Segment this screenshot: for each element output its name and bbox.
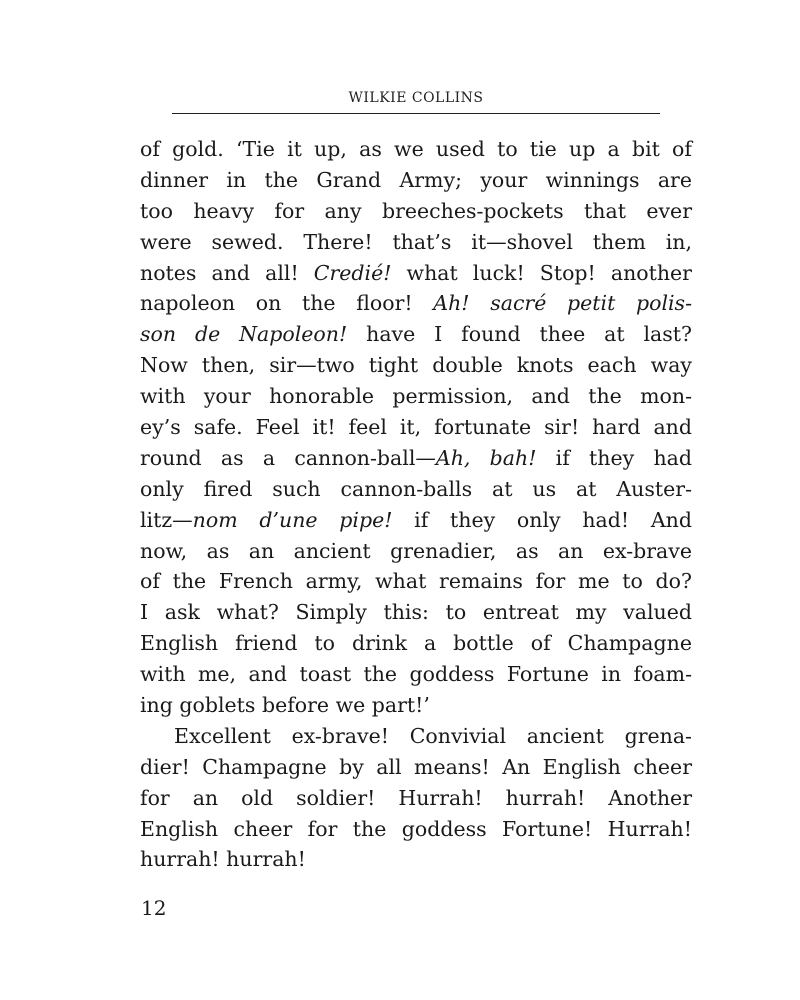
text-run: litz—: [140, 507, 193, 532]
italic-phrase: Ah! sacré petit polis-: [433, 291, 692, 316]
text-line: [140, 752, 692, 783]
text-run: for an old soldier! Hurrah! hurrah! Another: [140, 785, 692, 810]
text-line: [140, 721, 692, 752]
italic-phrase: Ah, bah!: [435, 445, 537, 470]
text-line: [140, 443, 692, 474]
text-line: [140, 628, 692, 659]
page-number: 12: [141, 896, 167, 920]
text-line: [140, 134, 692, 165]
text-line: [140, 597, 692, 628]
text-run: notes and all!: [140, 260, 314, 285]
text-line: [140, 844, 692, 875]
text-run: of the French army, what remains for me to do?: [140, 569, 692, 594]
text-line: [140, 350, 692, 381]
text-run: only fired such cannon-balls at us at Auster-: [140, 476, 692, 501]
text-line: [140, 536, 692, 567]
text-run: hurrah! hurrah!: [140, 847, 306, 872]
text-line: [140, 258, 692, 289]
text-run: too heavy for any breeches-pockets that ever: [140, 198, 692, 223]
text-run: have I found thee at last?: [347, 322, 692, 347]
text-line: [140, 505, 692, 536]
text-run: Now then, sir—two tight double knots each way: [140, 353, 692, 378]
text-line: [140, 196, 692, 227]
text-line: [140, 288, 692, 319]
text-line: [140, 783, 692, 814]
text-run: with your honorable permission, and the mon-: [140, 384, 692, 409]
text-line: [140, 566, 692, 597]
text-line: [140, 319, 692, 350]
text-run: Excellent ex-brave! Convivial ancient grena-: [174, 723, 692, 748]
text-line: [140, 412, 692, 443]
text-run: English cheer for the goddess Fortune! Hurrah!: [140, 816, 692, 841]
text-line: [140, 165, 692, 196]
text-line: [140, 227, 692, 258]
italic-phrase: Credié!: [313, 260, 392, 285]
header-rule: [172, 113, 660, 114]
text-run: if they had: [536, 445, 692, 470]
body-text: [140, 134, 692, 875]
italic-phrase: nom d’une pipe!: [192, 507, 393, 532]
text-line: [140, 659, 692, 690]
text-run: of gold. ‘Tie it up, as we used to tie up a bit of: [140, 137, 692, 161]
text-line: [140, 690, 692, 721]
text-run: dier! Champagne by all means! An English cheer: [140, 754, 692, 779]
text-run: now, as an ancient grenadier, as an ex-brave: [140, 538, 692, 563]
text-run: dinner in the Grand Army; your winnings are: [140, 167, 692, 192]
italic-phrase: son de Napoleon!: [140, 322, 348, 347]
text-run: what luck! Stop! another: [391, 260, 692, 285]
text-run: English friend to drink a bottle of Champagne: [140, 631, 692, 656]
text-run: round as a cannon-ball—: [140, 445, 436, 470]
text-run: I ask what? Simply this: to entreat my valued: [140, 600, 692, 625]
text-run: with me, and toast the goddess Fortune in foam-: [140, 662, 692, 687]
text-run: if they only had! And: [392, 507, 692, 532]
text-line: [140, 381, 692, 412]
running-head: WILKIE COLLINS: [348, 90, 484, 106]
text-run: were sewed. There! that’s it—shovel them in,: [140, 229, 692, 254]
text-line: [140, 474, 692, 505]
text-line: [140, 814, 692, 845]
text-run: ey’s safe. Feel it! feel it, fortunate sir! hard and: [140, 415, 692, 440]
text-run: ing goblets before we part!’: [140, 693, 430, 718]
text-run: napoleon on the floor!: [140, 291, 434, 316]
